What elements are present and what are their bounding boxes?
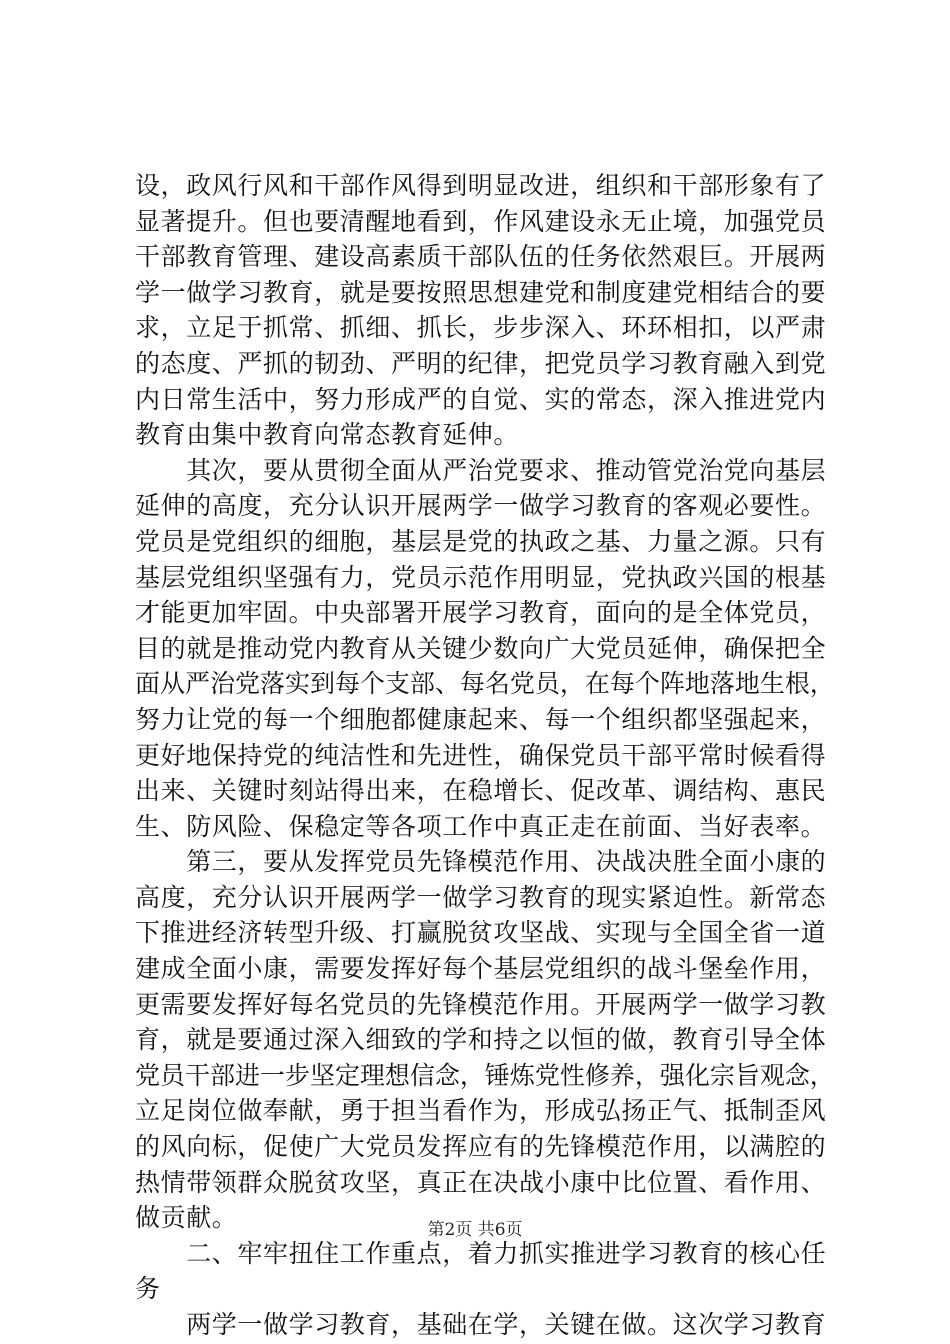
text-line: 内日常生活中，努力形成严的自觉、实的常态，深入推进党内 [135, 384, 827, 414]
text-line: 党员干部进一步坚定理想信念，锤炼党性修养，强化宗旨观念， [135, 1060, 835, 1090]
body-text [135, 168, 835, 1343]
text-line: 更好地保持党的纯洁性和先进性，确保党员干部平常时候看得 [135, 740, 827, 770]
text-line: 基层党组织坚强有力，党员示范作用明显，党执政兴国的根基 [135, 562, 827, 592]
text-line: 建成全面小康，需要发挥好每个基层党组织的战斗堡垒作用， [135, 954, 827, 984]
text-line: 显著提升。但也要清醒地看到，作风建设永无止境，加强党员 [135, 206, 827, 236]
text-line: 设，政风行风和干部作风得到明显改进，组织和干部形象有了 [135, 171, 827, 200]
text-line: 面从严治党落实到每个支部、每名党员，在每个阵地落地生根， [135, 669, 835, 699]
text-line: 教育由集中教育向常态教育延伸。 [135, 420, 520, 450]
text-line: 延伸的高度，充分认识开展两学一做学习教育的客观必要性。 [135, 491, 827, 521]
text-line: 生、防风险、保稳定等各项工作中真正走在前面、当好表率。 [135, 811, 827, 841]
text-line: 第三，要从发挥党员先锋模范作用、决战决胜全面小康的 [135, 847, 827, 877]
text-line: 热情带领群众脱贫攻坚，真正在决战小康中比位置、看作用、 [135, 1167, 827, 1197]
text-line: 的风向标，促使广大党员发挥应有的先锋模范作用，以满腔的 [135, 1132, 827, 1162]
text-line: 求，立足于抓常、抓细、抓长，步步深入、环环相扣，以严肃 [135, 313, 827, 343]
text-line: 下推进经济转型升级、打赢脱贫攻坚战、实现与全国全省一道 [135, 918, 827, 948]
text-line: 做贡献。 [135, 1203, 238, 1233]
page-footer: 第2页 共6页 [427, 1220, 523, 1240]
text-line: 其次，要从贯彻全面从严治党要求、推动管党治党向基层 [135, 455, 827, 485]
text-line: 的态度、严抓的韧劲、严明的纪律，把党员学习教育融入到党 [135, 348, 827, 378]
text-line: 务 [135, 1274, 161, 1304]
text-line: 干部教育管理、建设高素质干部队伍的任务依然艰巨。开展两 [135, 242, 827, 272]
text-line: 党员是党组织的细胞，基层是党的执政之基、力量之源。只有 [135, 526, 827, 556]
text-line: 目的就是推动党内教育从关键少数向广大党员延伸，确保把全 [135, 633, 827, 663]
text-line: 出来、关键时刻站得出来，在稳增长、促改革、调结构、惠民 [135, 776, 827, 806]
text-line: 两学一做学习教育，基础在学，关键在做。这次学习教育 [135, 1310, 827, 1339]
text-line: 高度，充分认识开展两学一做学习教育的现实紧迫性。新常态 [135, 882, 827, 912]
text-line: 才能更加牢固。中央部署开展学习教育，面向的是全体党员， [135, 598, 827, 628]
text-line: 二、牢牢扭住工作重点，着力抓实推进学习教育的核心任 [135, 1238, 827, 1268]
text-line: 努力让党的每一个细胞都健康起来、每一个组织都坚强起来， [135, 704, 827, 734]
text-line: 育，就是要通过深入细致的学和持之以恒的做，教育引导全体 [135, 1025, 827, 1055]
text-line: 学一做学习教育，就是要按照思想建党和制度建党相结合的要 [135, 277, 827, 307]
text-line: 立足岗位做奉献，勇于担当看作为，形成弘扬正气、抵制歪风 [135, 1096, 827, 1126]
text-line: 更需要发挥好每名党员的先锋模范作用。开展两学一做学习教 [135, 989, 827, 1019]
